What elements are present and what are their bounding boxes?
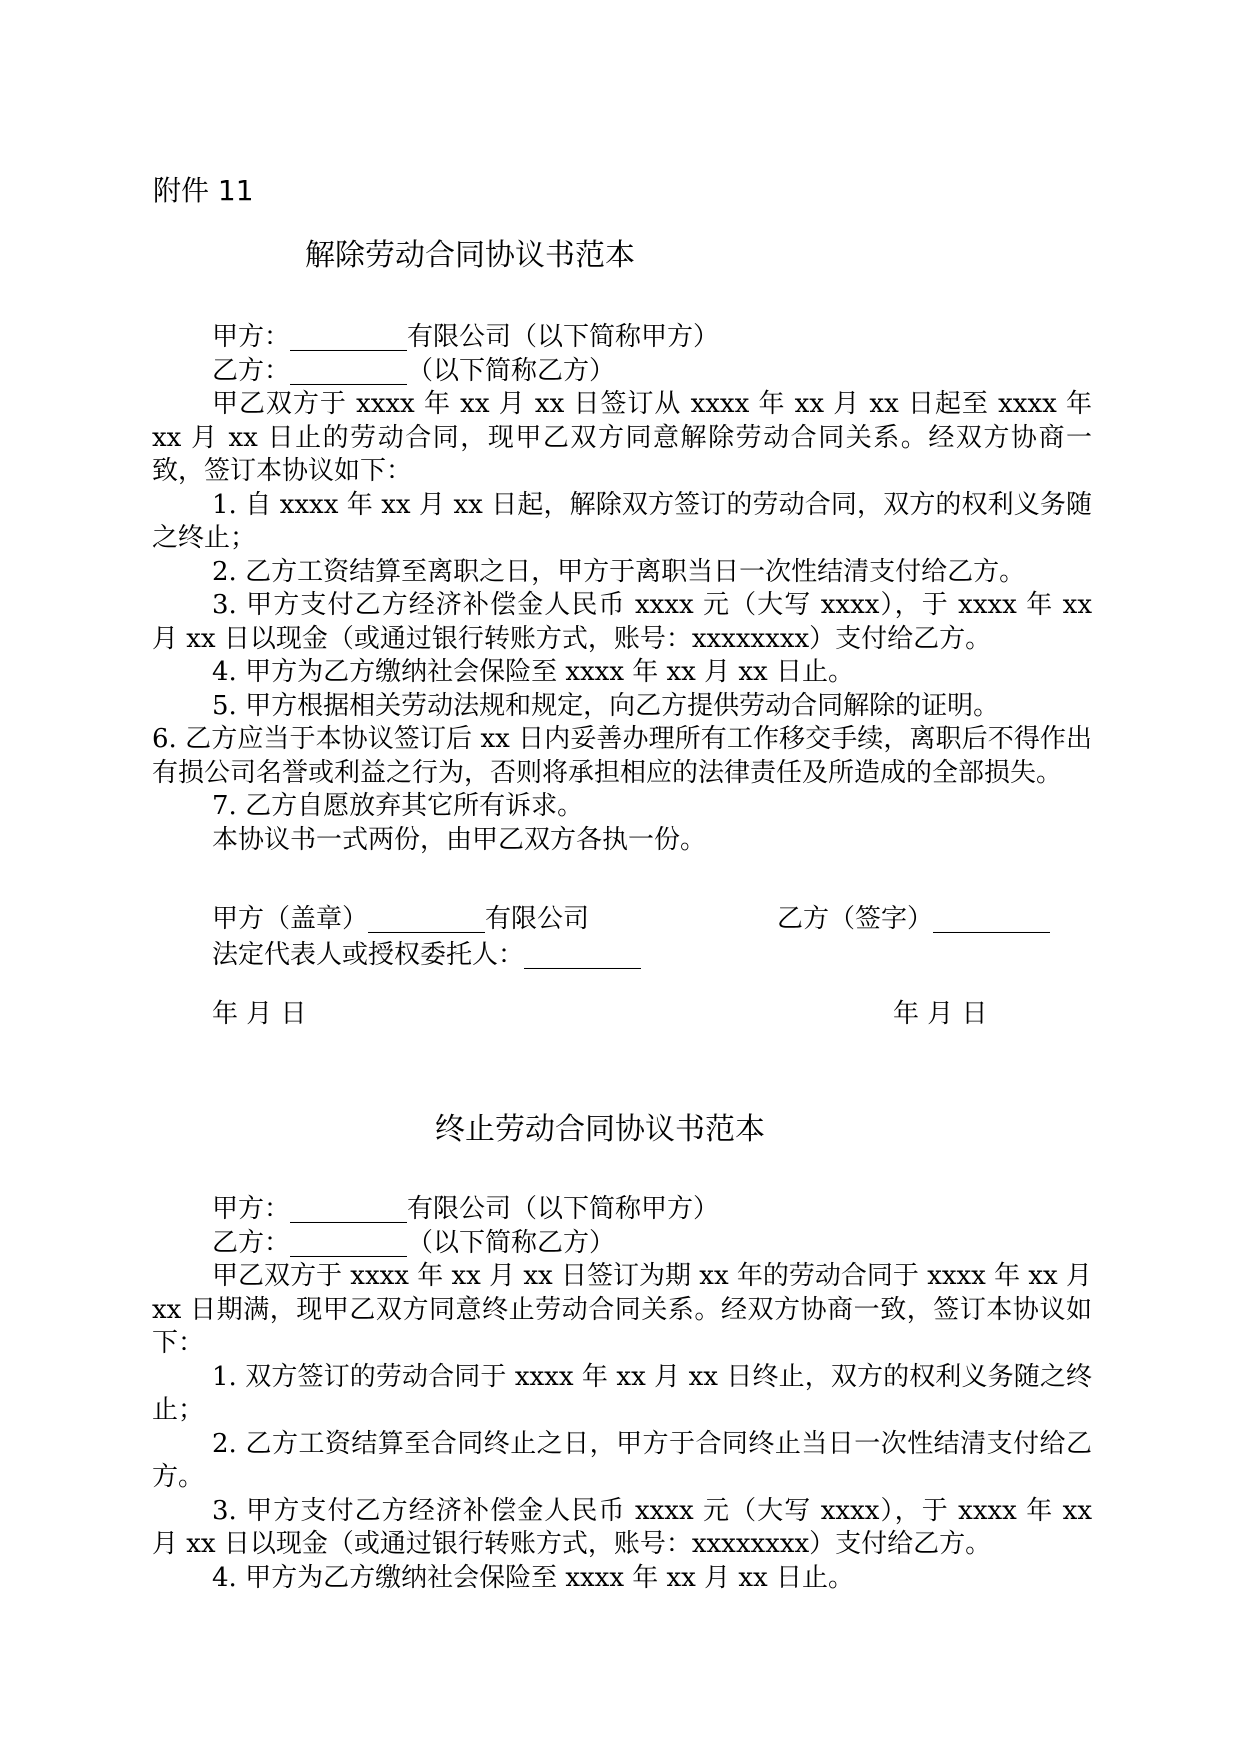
doc1-item-7: 7. 乙方自愿放弃其它所有诉求。 [212, 791, 584, 821]
doc2-party-a: 甲方：_________有限公司（以下简称甲方） [212, 1194, 720, 1224]
doc1-item-3: 3. 甲方支付乙方经济补偿金人民币 xxxx 元（大写 xxxx），于 xxxx 年 xx 月 xx 日以现金（或通过银行转账方式，账号：xxxxxxxx）支付给乙方。 [152, 590, 1092, 654]
doc1-body [152, 321, 1092, 857]
doc1-closing: 本协议书一式两份，由甲乙双方各执一份。 [212, 824, 707, 855]
doc1-title: 解除劳动合同协议书范本 [305, 238, 635, 273]
doc2-party-b: 乙方：_________（以下简称乙方） [212, 1227, 616, 1258]
doc2-title: 终止劳动合同协议书范本 [435, 1112, 765, 1147]
doc1-sign-representative: 法定代表人或授权委托人：_________ [212, 940, 642, 970]
doc2-item-1: 1. 双方签订的劳动合同于 xxxx 年 xx 月 xx 日终止，双方的权利义务随之终止； [152, 1361, 1092, 1425]
doc1-item-1: 1. 自 xxxx 年 xx 月 xx 日起，解除双方签订的劳动合同，双方的权利义务随之终止； [152, 489, 1092, 553]
doc1-sign-party-b: 乙方（签字）_________ [777, 904, 1051, 934]
doc1-item-4: 4. 甲方为乙方缴纳社会保险至 xxxx 年 xx 月 xx 日止。 [212, 657, 854, 687]
doc1-item-2: 2. 乙方工资结算至离职之日，甲方于离职当日一次性结清支付给乙方。 [212, 556, 1026, 587]
doc1-party-b: 乙方：_________（以下简称乙方） [212, 355, 616, 386]
doc1-item-6: 6. 乙方应当于本协议签订后 xx 日内妥善办理所有工作移交手续，离职后不得作出有损公司名誉或利益之行为，否则将承担相应的法律责任及所造成的全部损失。 [152, 724, 1092, 788]
doc1-date-party-a: 年 月 日 [212, 999, 307, 1029]
doc1-party-a: 甲方：_________有限公司（以下简称甲方） [212, 322, 720, 352]
doc2-item-4: 4. 甲方为乙方缴纳社会保险至 xxxx 年 xx 月 xx 日止。 [212, 1562, 854, 1593]
annex-label: 附件 11 [153, 174, 254, 207]
doc1-date-party-b: 年 月 日 [893, 999, 988, 1029]
doc2-body [152, 1193, 1092, 1595]
doc1-item-5: 5. 甲方根据相关劳动法规和规定，向乙方提供劳动合同解除的证明。 [212, 690, 1000, 721]
doc1-sign-party-a: 甲方（盖章）_________有限公司 [212, 904, 590, 934]
doc1-intro: 甲乙双方于 xxxx 年 xx 月 xx 日签订从 xxxx 年 xx 月 xx 日起至 xxxx 年 xx 月 xx 日止的劳动合同，现甲乙双方同意解除劳动合同关系。经双方协商一致，签订本协议如下： [152, 389, 1092, 486]
doc2-item-2: 2. 乙方工资结算至合同终止之日，甲方于合同终止当日一次性结清支付给乙方。 [152, 1428, 1092, 1492]
doc2-intro: 甲乙双方于 xxxx 年 xx 月 xx 日签订为期 xx 年的劳动合同于 xxxx 年 xx 月 xx 日期满，现甲乙双方同意终止劳动合同关系。经双方协商一致，签订本协议如下： [152, 1261, 1092, 1358]
doc2-item-3: 3. 甲方支付乙方经济补偿金人民币 xxxx 元（大写 xxxx），于 xxxx 年 xx 月 xx 日以现金（或通过银行转账方式，账号：xxxxxxxx）支付给乙方。 [152, 1495, 1092, 1559]
